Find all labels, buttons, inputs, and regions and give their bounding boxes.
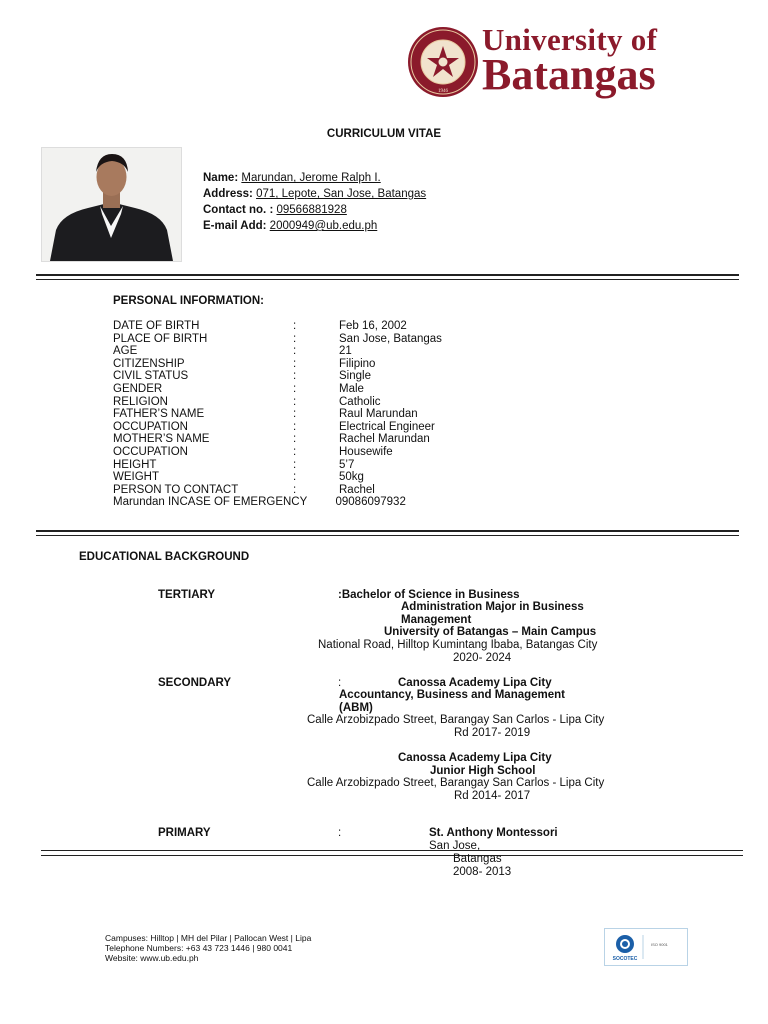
primary-address-line-2: Batangas (453, 853, 502, 865)
tertiary-degree-line-1: :Bachelor of Science in Business (338, 589, 520, 601)
profile-photo (41, 147, 182, 262)
email-link[interactable]: 2000949@ub.edu.ph (269, 220, 378, 232)
university-seal-logo (407, 26, 479, 98)
tertiary-label: TERTIARY (158, 589, 216, 601)
row-value: Rachel Marundan (339, 433, 430, 446)
row-value: 5’7 (339, 458, 355, 471)
cert-brand: SOCOTEC (612, 956, 638, 962)
row-value: Rachel (339, 483, 375, 496)
footer-phones: Telephone Numbers: +63 43 723 1446 | 980 0041 (105, 943, 293, 953)
primary-school: St. Anthony Montessori (429, 827, 558, 839)
row-value: Electrical Engineer (339, 420, 435, 433)
section-divider (41, 855, 743, 856)
row-label: PERSON TO CONTACT (113, 483, 239, 496)
personal-info-heading: PERSONAL INFORMATION: (113, 295, 264, 307)
address-value: 071, Lepote, San Jose, Batangas (256, 188, 427, 200)
table-row: OCCUPATION : Housewife (113, 445, 393, 458)
emergency-label: Marundan INCASE OF EMERGENCY (113, 496, 308, 508)
name-value: Marundan, Jerome Ralph I. (241, 172, 381, 184)
secondary-strand-line-1: Accountancy, Business and Management (339, 689, 566, 701)
secondary-school-1: Canossa Academy Lipa City (398, 677, 552, 689)
secondary-address-1: Calle Arzobizpado Street, Barangay San Carlos - Lipa City (307, 714, 605, 726)
table-row: PLACE OF BIRTH : San Jose, Batangas (113, 332, 442, 345)
table-row: WEIGHT : 50kg (113, 471, 364, 484)
row-label: MOTHER’S NAME (113, 433, 210, 446)
row-value: Filipino (339, 357, 376, 370)
phone-label: Contact no. : (203, 204, 274, 216)
name-line (203, 170, 426, 186)
tertiary-address: National Road, Hilltop Kumintang Ibaba, Batangas City (318, 639, 598, 651)
personal-info-table (113, 320, 513, 496)
footer-website[interactable]: Website: www.ub.edu.ph (105, 953, 199, 963)
secondary-level-2: Junior High School (430, 765, 536, 777)
secondary-address-2: Calle Arzobizpado Street, Barangay San Carlos - Lipa City (307, 777, 605, 789)
tertiary-school: University of Batangas – Main Campus (384, 626, 597, 638)
document-title: CURRICULUM VITAE (326, 128, 442, 140)
footer-campuses: Campuses: Hilltop | MH del Pilar | Pallocan West | Lipa (105, 933, 312, 943)
seal-year: 1946 (438, 89, 448, 94)
row-value: San Jose, Batangas (339, 332, 442, 345)
page-footer (105, 933, 311, 963)
emergency-line (113, 496, 406, 508)
phone-line (203, 202, 426, 218)
primary-address-line-1: San Jose, (429, 840, 481, 852)
logo-line-1: University of (482, 22, 658, 57)
row-value: Single (339, 370, 371, 383)
email-line (203, 218, 426, 234)
secondary-years-1: Rd 2017- 2019 (454, 727, 531, 739)
table-row: PERSON TO CONTACT : Rachel (113, 483, 375, 496)
row-value: Male (339, 382, 364, 395)
tertiary-years: 2020- 2024 (453, 652, 512, 664)
table-row: RELIGION : Catholic (113, 395, 381, 408)
row-label: GENDER (113, 382, 163, 395)
row-value: Raul Marundan (339, 408, 418, 421)
table-row: CIVIL STATUS : Single (113, 370, 371, 383)
primary-years: 2008- 2013 (453, 866, 512, 878)
primary-label: PRIMARY (158, 827, 211, 839)
section-divider (36, 530, 739, 532)
address-label: Address: (203, 188, 253, 200)
row-label: HEIGHT (113, 458, 157, 471)
table-row: DATE OF BIRTH : Feb 16, 2002 (113, 320, 407, 332)
table-row: AGE : 21 (113, 345, 352, 358)
name-label: Name: (203, 172, 239, 184)
logo-line-2: Batangas (482, 50, 656, 99)
section-divider (36, 279, 739, 280)
secondary-years-2: Rd 2014- 2017 (454, 790, 531, 802)
table-row: HEIGHT : 5’7 (113, 458, 355, 471)
row-label: OCCUPATION (113, 445, 188, 458)
address-line (203, 186, 426, 202)
cert-iso: ISO 9001 (651, 942, 668, 947)
row-label: DATE OF BIRTH (113, 320, 200, 332)
secondary-strand-line-2: (ABM) (339, 702, 373, 714)
row-label: RELIGION (113, 395, 168, 408)
secondary-school-2: Canossa Academy Lipa City (398, 752, 552, 764)
secondary-label: SECONDARY (158, 677, 232, 689)
row-value: 50kg (339, 471, 364, 484)
phone-value[interactable]: 09566881928 (276, 204, 347, 216)
table-row: GENDER : Male (113, 382, 364, 395)
row-value: Housewife (339, 445, 393, 458)
row-label: CITIZENSHIP (113, 357, 185, 370)
section-divider (36, 535, 739, 536)
education-heading: EDUCATIONAL BACKGROUND (79, 551, 250, 563)
row-value: 21 (339, 345, 352, 358)
row-label: CIVIL STATUS (113, 370, 189, 383)
row-label: WEIGHT (113, 471, 159, 484)
emergency-number: 09086097932 (335, 496, 406, 508)
certification-badge (604, 928, 688, 966)
row-value: Feb 16, 2002 (339, 320, 407, 332)
tertiary-degree-line-2: Administration Major in Business (401, 601, 584, 613)
table-row: OCCUPATION : Electrical Engineer (113, 420, 435, 433)
university-logo-text (482, 24, 657, 97)
row-label: FATHER’S NAME (113, 408, 205, 421)
row-value: Catholic (339, 395, 381, 408)
table-row: CITIZENSHIP : Filipino (113, 357, 376, 370)
row-label: AGE (113, 345, 138, 358)
row-label: PLACE OF BIRTH (113, 332, 208, 345)
section-divider (36, 274, 739, 276)
contact-block (203, 170, 426, 234)
table-row: MOTHER’S NAME : Rachel Marundan (113, 433, 430, 446)
section-divider (41, 850, 743, 851)
table-row: FATHER’S NAME : Raul Marundan (113, 408, 418, 421)
tertiary-degree-line-3: Management (401, 614, 472, 626)
email-label: E-mail Add: (203, 220, 267, 232)
row-label: OCCUPATION (113, 420, 188, 433)
